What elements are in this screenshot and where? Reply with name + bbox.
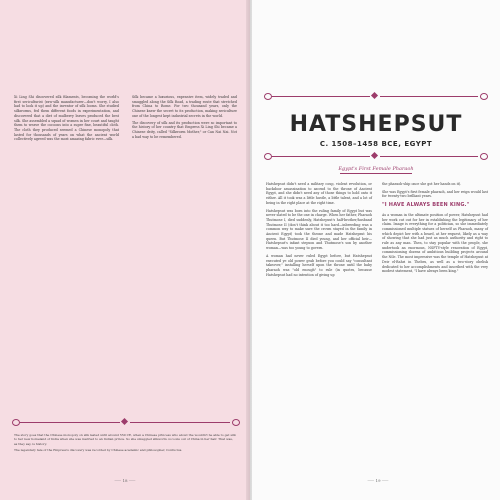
page-number: ⸺ 18 ⸺ bbox=[114, 478, 136, 483]
paragraph: Hatshepsut didn't need a military coup, violent revolution, or backdoor assassination to ascend to the throne of Ancient Egypt, and she didn't need any of those things to hold onto it either. All it took was a little hustle, a little talent, and a lot of being in the right place at the right time. bbox=[266, 182, 372, 205]
right-body-text bbox=[266, 182, 488, 472]
paragraph: A woman had never ruled Egypt before, but Hatshepsut executed ye old power grab before you could say "consultant takeover," installing herself upon the throne until the baby pharaoh was "old enough" to rule (in quotes, because Hatshepsut had no intention of giving up bbox=[266, 253, 372, 277]
footnote: The story goes that the Chinese monopoly on silk lasted until around 550 CE, when a Chinese princess who about the wouldn't be able to get silk to her new homeland of India when she was married to an Indian prince. So she smuggled silkworm cocoons out of China in her hair. That was, as they say, is history. bbox=[14, 433, 236, 446]
divider-line bbox=[272, 96, 370, 97]
ornamental-divider bbox=[264, 152, 486, 160]
page-number: ⸺ 19 ⸺ bbox=[367, 478, 389, 483]
flourish-icon bbox=[264, 93, 272, 100]
page-subtitle: C. 1508–1458 BCE, EGYPT bbox=[319, 140, 433, 148]
tagline: Egypt's First Female Pharaoh bbox=[338, 166, 414, 172]
paragraph: Silk became a luxurious, expensive item, widely traded and smuggled along the Silk Road, a trading route that stretched from China to Rome. For two thousand years, only the Chinese knew the secret to its production, making sericulture one of the longest kept industrial secrets in the world. bbox=[132, 95, 237, 118]
flourish-icon bbox=[264, 153, 272, 160]
flourish-icon bbox=[480, 93, 488, 100]
paragraph: As a woman in the ultimate position of power, Hatshepsut had her work cut out for her in establishing the legitimacy of her claim. Image is everything for a politician, so she immediately commissioned multiple statues of herself as Pharaoh, many of which depict her with a beard, at her request, likely as a way of showing that she had just as much authority and right to rule as any man. Then, to stay popular with the people, she undertook an enormous, NSFTV-style renovation of Egypt, commissioning dozens of ambitious building projects around the Nile. The most impressive was the temple of Hatshepsut at Deir el-Bahri in Thebes, as well as a two-story obelisk dedicated to her accomplishments and inscribed with the very modest statement, "I have always been king." bbox=[382, 212, 488, 274]
paragraph: She was Egypt's first female pharaoh, and her reign would last for twenty-two brilliant years. bbox=[382, 189, 488, 199]
left-column-1 bbox=[14, 95, 119, 144]
divider-line bbox=[272, 156, 370, 157]
paragraph: the pharaoh-ship once she got her hands on it). bbox=[382, 182, 462, 186]
divider-line bbox=[130, 422, 230, 423]
paragraph: Hatshepsut was born into the ruling family of Egypt but was never slated to be the one in charge. When her father, Pharaoh Thutmose I, died suddenly, Hatshepsut's half-brother/husband Thutmose II (don't think about it too hard—inbreeding was a common way to make sure the crown stayed in the family in Ancient Egypt) took the throne and made Hatshepsut his queen. But Thutmose II died young, and her official heir—Hatshepsut's infant stepson and Thutmose's son by another woman—was too young to govern. bbox=[266, 208, 372, 251]
flourish-icon bbox=[232, 419, 240, 426]
divider-line bbox=[380, 96, 478, 97]
flourish-icon bbox=[480, 153, 488, 160]
diamond-icon bbox=[371, 92, 378, 99]
right-page bbox=[252, 0, 500, 500]
divider-line bbox=[380, 156, 478, 157]
right-column-1 bbox=[266, 182, 372, 280]
left-body-text bbox=[14, 95, 236, 270]
footnote: The legendary tale of the Empress's discovery was recorded by Chinese academic and philosopher, Confucius. bbox=[14, 447, 183, 452]
diamond-icon bbox=[121, 418, 128, 425]
paragraph: Xi Ling Shi discovered silk filaments, becoming the world's first sericulturist (raw-silk manufacturer—don't worry, I also had to look it up) and the inventor of silk looms. She studied silkworms, fed them different foods in experimentation, and discovered that a diet of mulberry leaves produced the best silk. She assembled a squad of women in her court and taught them to weave the cocoons into a super fine, beautiful cloth. The cloth they produced seemed a Chinese monopoly that lasted for thousands of years on what the ancient world collectively agreed was the most amazing fabric ever—silk. bbox=[14, 95, 119, 142]
page-title: HATSHEPSUT bbox=[289, 112, 463, 137]
ornamental-divider bbox=[12, 418, 238, 426]
flourish-icon bbox=[12, 419, 20, 426]
right-column-2 bbox=[382, 182, 488, 277]
pull-quote: "I HAVE ALWAYS BEEN KING." bbox=[382, 202, 470, 209]
diamond-icon bbox=[371, 152, 378, 159]
ornamental-divider bbox=[264, 92, 486, 100]
paragraph: The discovery of silk and its production were so important to the history of her country that Empress Xi Ling Shi became a Chinese deity, called "Silkworm Mother," or Can Nai Nai. Not a bad way to be remembered. bbox=[132, 120, 237, 139]
footnotes bbox=[14, 433, 236, 454]
left-column-2 bbox=[132, 95, 237, 141]
divider-line bbox=[20, 422, 120, 423]
tagline-underline bbox=[340, 173, 412, 174]
